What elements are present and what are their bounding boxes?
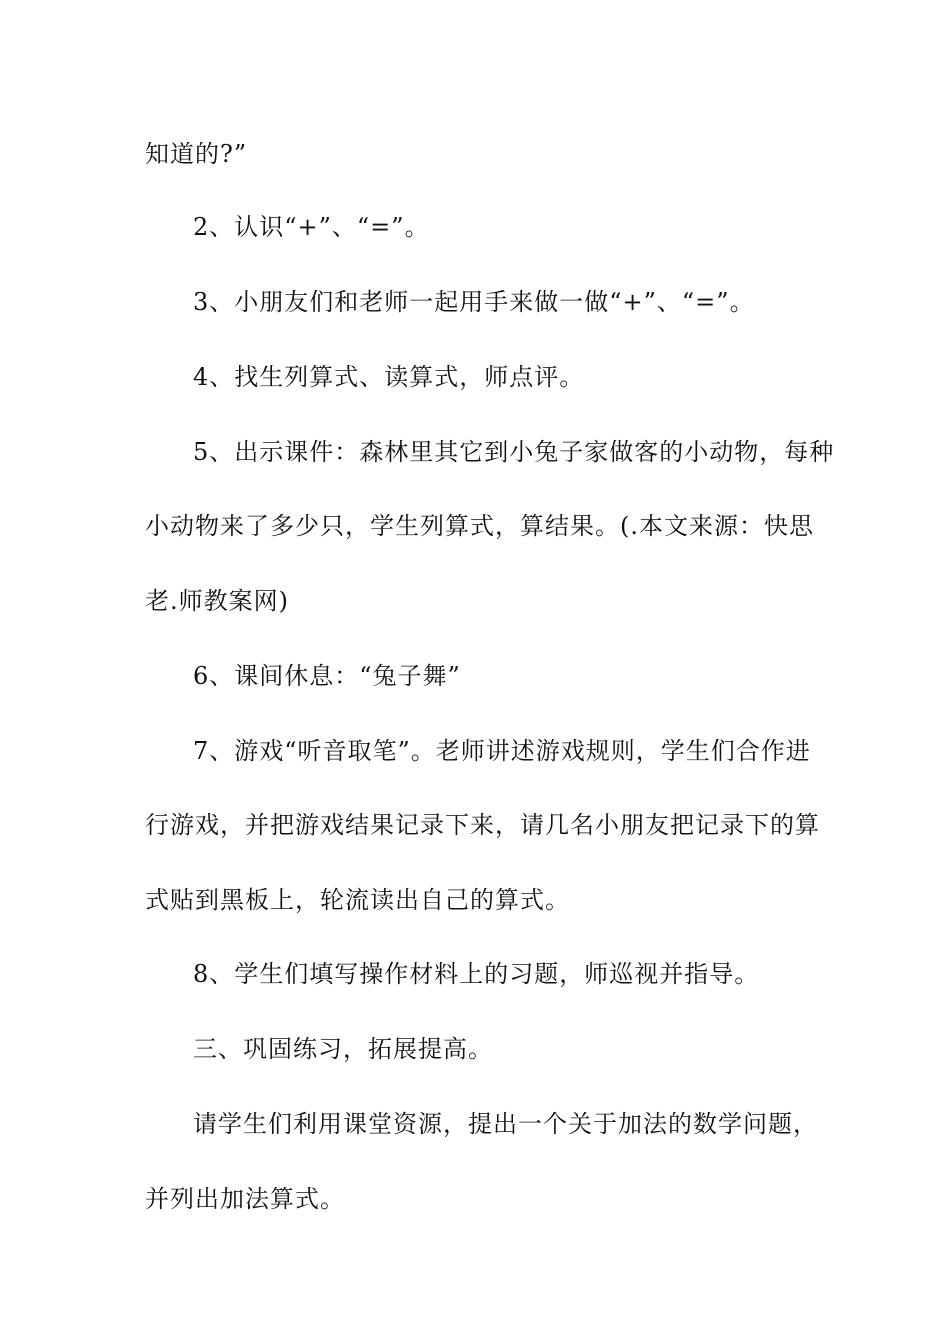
section-heading-3: 三、巩固练习，拓展提高。 [193, 1035, 493, 1063]
text-line-item-4: 4、找生列算式、读算式，师点评。 [193, 363, 585, 391]
text-line-continuation: 知道的?” [145, 140, 248, 168]
text-line-item-5: 5、出示课件：森林里其它到小兔子家做客的小动物，每种 [193, 438, 835, 466]
text-line-exercise-cont: 并列出加法算式。 [145, 1185, 345, 1213]
text-line-item-7-cont-2: 式贴到黑板上，轮流读出自己的算式。 [145, 886, 570, 914]
text-line-exercise: 请学生们利用课堂资源，提出一个关于加法的数学问题， [193, 1110, 818, 1138]
text-line-item-5-cont-2: 老.师教案网) [145, 587, 289, 615]
text-line-item-3: 3、小朋友们和老师一起用手来做一做“+”、“=”。 [193, 288, 755, 316]
text-line-item-6: 6、课间休息：“兔子舞” [193, 662, 461, 690]
text-line-item-8: 8、学生们填写操作材料上的习题，师巡视并指导。 [193, 960, 760, 988]
text-line-item-5-cont-1: 小动物来了多少只，学生列算式，算结果。(.本文来源：快思 [145, 512, 814, 540]
text-line-item-7-cont-1: 行游戏，并把游戏结果记录下来，请几名小朋友把记录下的算 [145, 811, 820, 839]
text-line-item-2: 2、认识“+”、“=”。 [193, 213, 430, 241]
text-line-item-7: 7、游戏“听音取笔”。老师讲述游戏规则，学生们合作进 [193, 737, 811, 765]
